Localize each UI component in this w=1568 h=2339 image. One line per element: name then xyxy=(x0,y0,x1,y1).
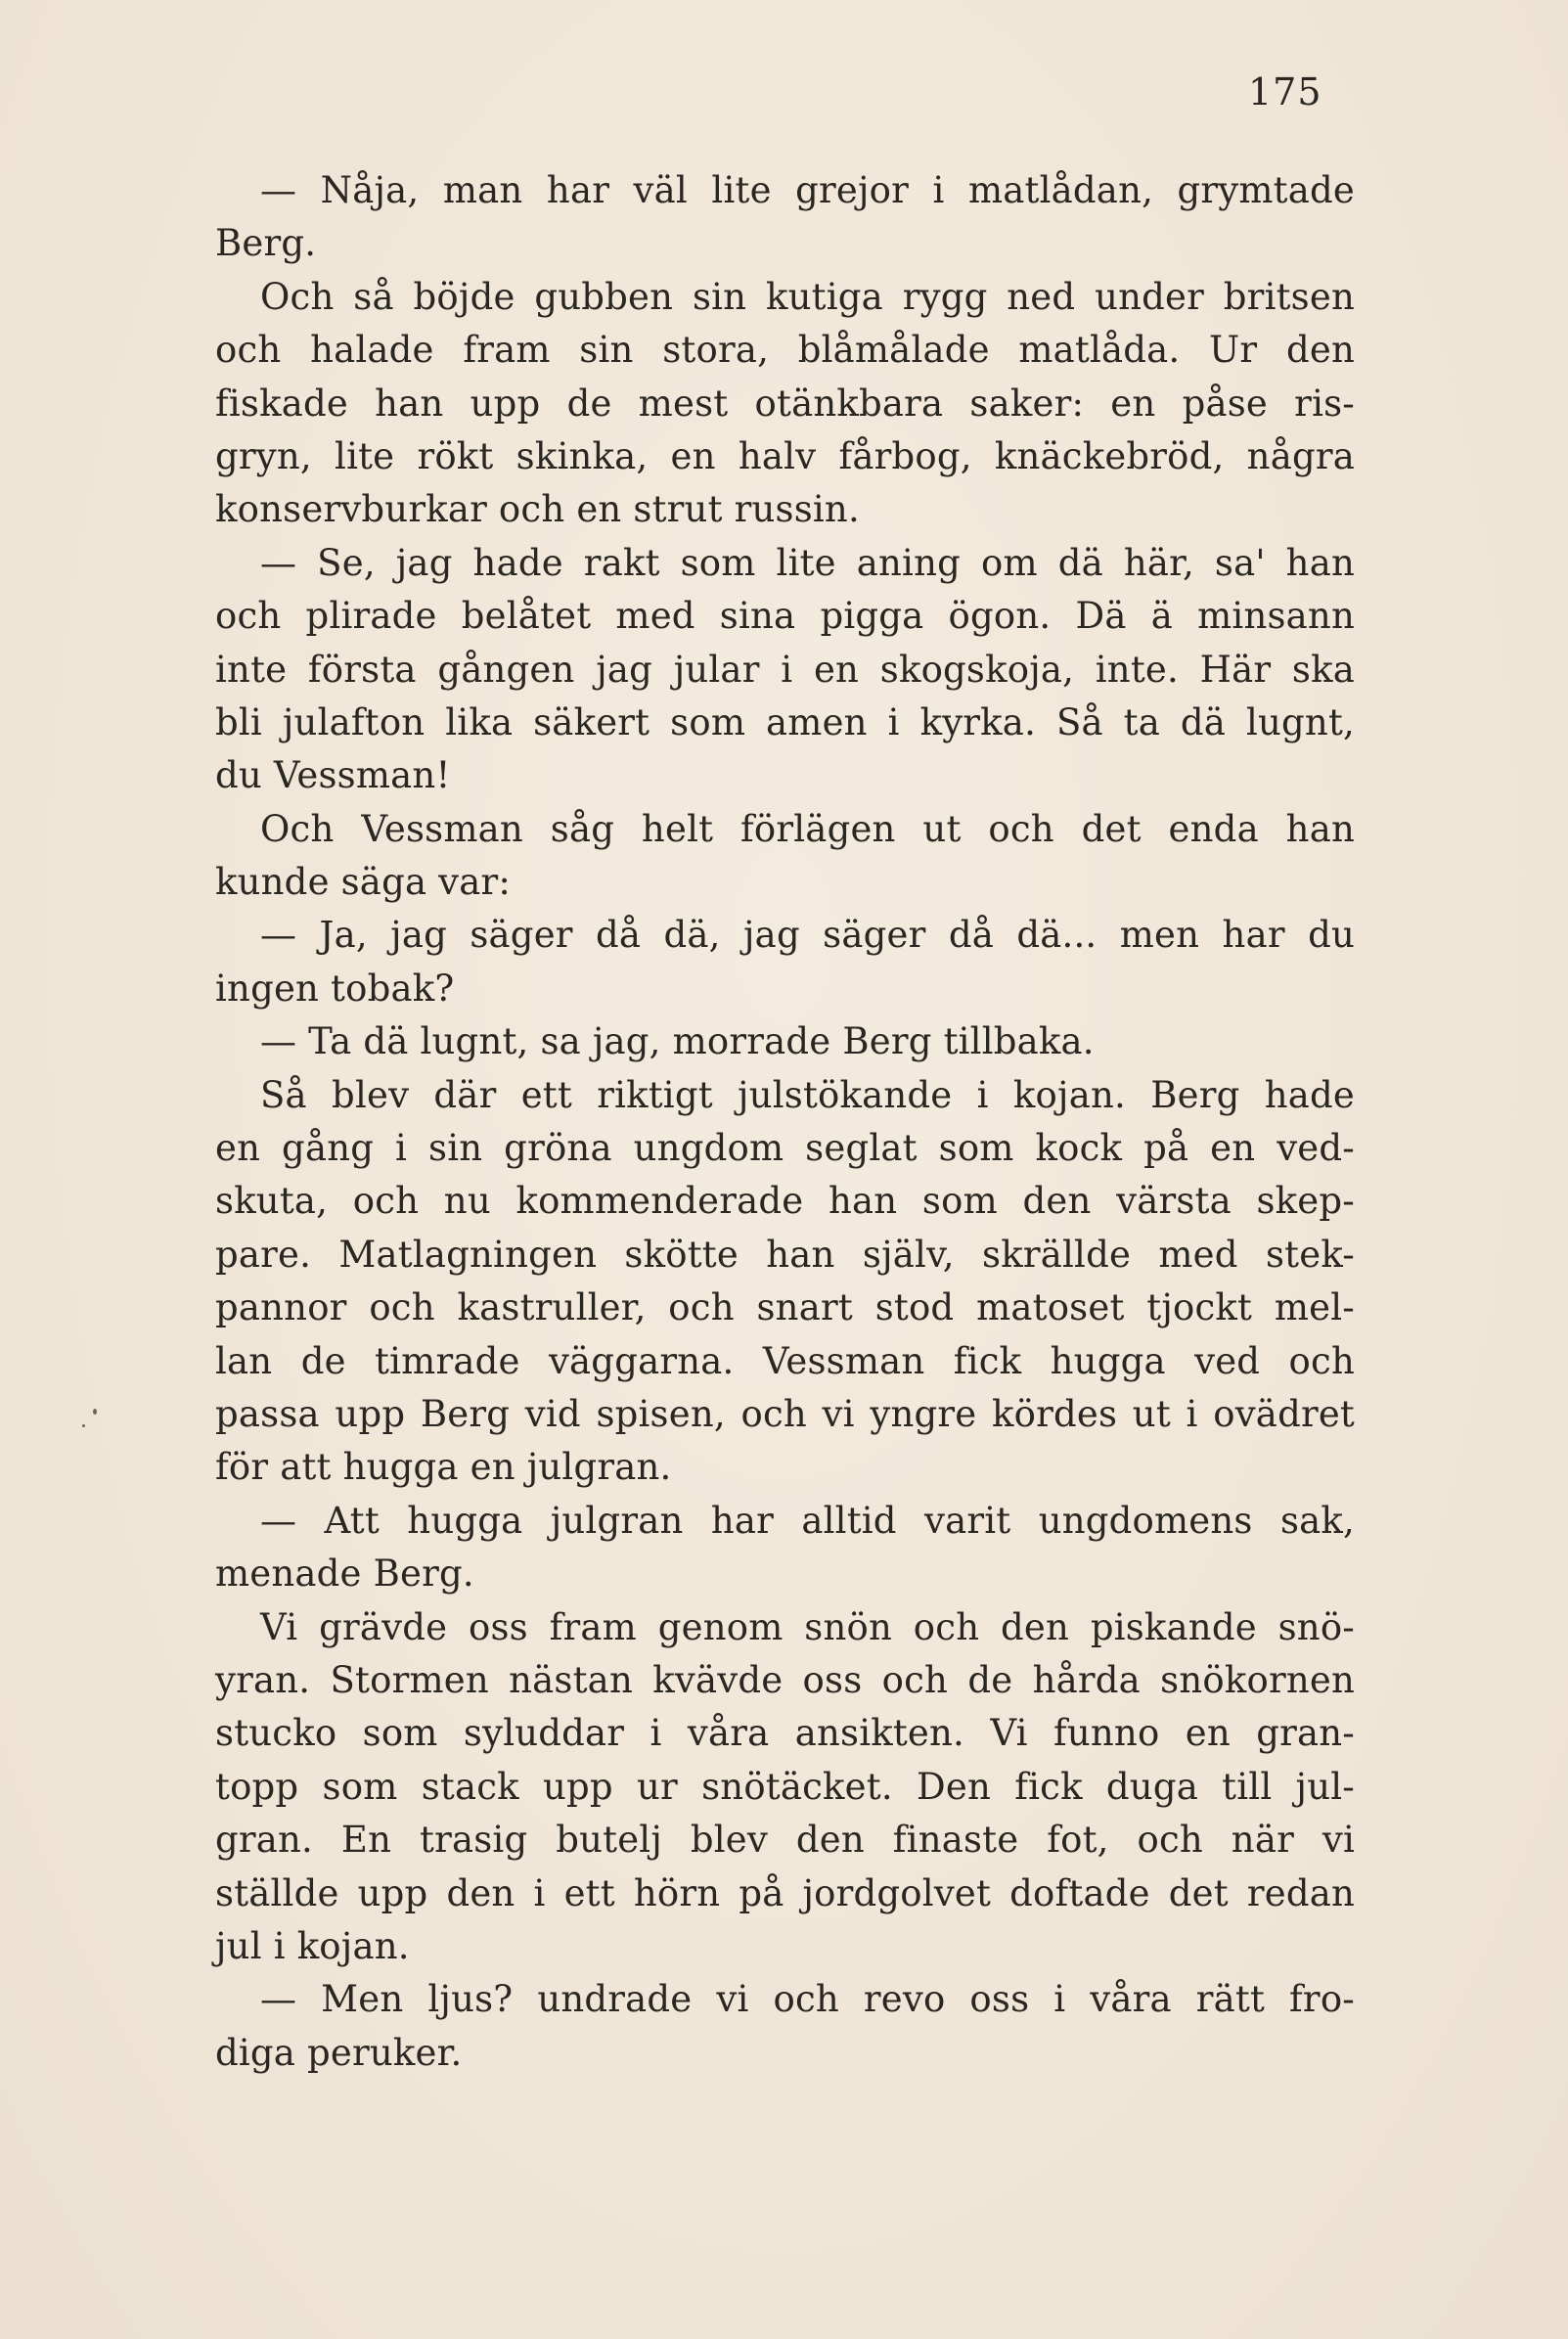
text-line: Vi grävde oss fram genom snön och den piskande snö- xyxy=(260,1605,1355,1648)
text-line: — Men ljus? undrade vi och revo oss i våra rätt fro- xyxy=(260,1978,1355,2021)
text-line: gryn, lite rökt skinka, en halv fårbog, knäckebröd, några xyxy=(215,434,1355,477)
text-line: — Att hugga julgran har alltid varit ungdomens sak, xyxy=(260,1499,1355,1542)
text-line: konservburkar och en strut russin. xyxy=(215,488,860,531)
text-line: Så blev där ett riktigt julstökande i kojan. Berg hade xyxy=(260,1073,1355,1116)
text-line: ingen tobak? xyxy=(215,967,455,1010)
text-line: — Ja, jag säger då dä, jag säger då dä... men har du xyxy=(260,914,1355,957)
text-line: lan de timrade väggarna. Vessman fick hugga ved och xyxy=(215,1339,1355,1382)
text-line: — Se, jag hade rakt som lite aning om dä här, sa' han xyxy=(260,541,1355,584)
text-line: ställde upp den i ett hörn på jordgolvet doftade det redan xyxy=(215,1871,1355,1914)
text-line: pare. Matlagningen skötte han själv, skrällde med stek- xyxy=(215,1233,1355,1276)
ink-speck xyxy=(82,1424,85,1427)
text-line: en gång i sin gröna ungdom seglat som kock på en ved- xyxy=(215,1127,1355,1170)
text-line: stucko som syluddar i våra ansikten. Vi funno en gran- xyxy=(215,1712,1355,1755)
text-line: kunde säga var: xyxy=(215,861,512,904)
text-line: du Vessman! xyxy=(215,754,451,797)
text-line: bli julafton lika säkert som amen i kyrka. Så ta dä lugnt, xyxy=(215,700,1355,743)
ink-speck xyxy=(93,1409,97,1415)
text-line: Berg. xyxy=(215,222,317,265)
text-line: diga peruker. xyxy=(215,2031,463,2074)
text-line: och plirade belåtet med sina pigga ögon. Dä ä minsann xyxy=(215,595,1355,638)
text-line: fiskade han upp de mest otänkbara saker: en påse ris- xyxy=(215,382,1355,425)
text-line: skuta, och nu kommenderade han som den värsta skep- xyxy=(215,1180,1355,1223)
text-line: yran. Stormen nästan kvävde oss och de hårda snökornen xyxy=(215,1658,1355,1701)
text-line: Och så böjde gubben sin kutiga rygg ned under britsen xyxy=(260,275,1355,318)
text-line: passa upp Berg vid spisen, och vi yngre kördes ut i ovädret xyxy=(215,1392,1355,1435)
text-line: för att hugga en julgran. xyxy=(215,1446,672,1489)
text-line: jul i kojan. xyxy=(215,1924,410,1967)
page-number: 175 xyxy=(1248,70,1322,113)
text-line: inte första gången jag jular i en skogskoja, inte. Här ska xyxy=(215,648,1355,691)
text-line: pannor och kastruller, och snart stod matoset tjockt mel- xyxy=(215,1286,1355,1329)
body-text xyxy=(215,164,1355,2080)
text-line: — Nåja, man har väl lite grejor i matlådan, grymtade xyxy=(260,169,1355,211)
text-line: Och Vessman såg helt förlägen ut och det enda han xyxy=(260,807,1355,850)
text-line: — Ta dä lugnt, sa jag, morrade Berg tillbaka. xyxy=(260,1020,1095,1063)
text-line: och halade fram sin stora, blåmålade matlåda. Ur den xyxy=(215,329,1355,372)
text-line: topp som stack upp ur snötäcket. Den fick duga till jul- xyxy=(215,1765,1355,1808)
text-line: gran. En trasig butelj blev den finaste fot, och när vi xyxy=(215,1819,1355,1862)
text-line: menade Berg. xyxy=(215,1552,474,1596)
